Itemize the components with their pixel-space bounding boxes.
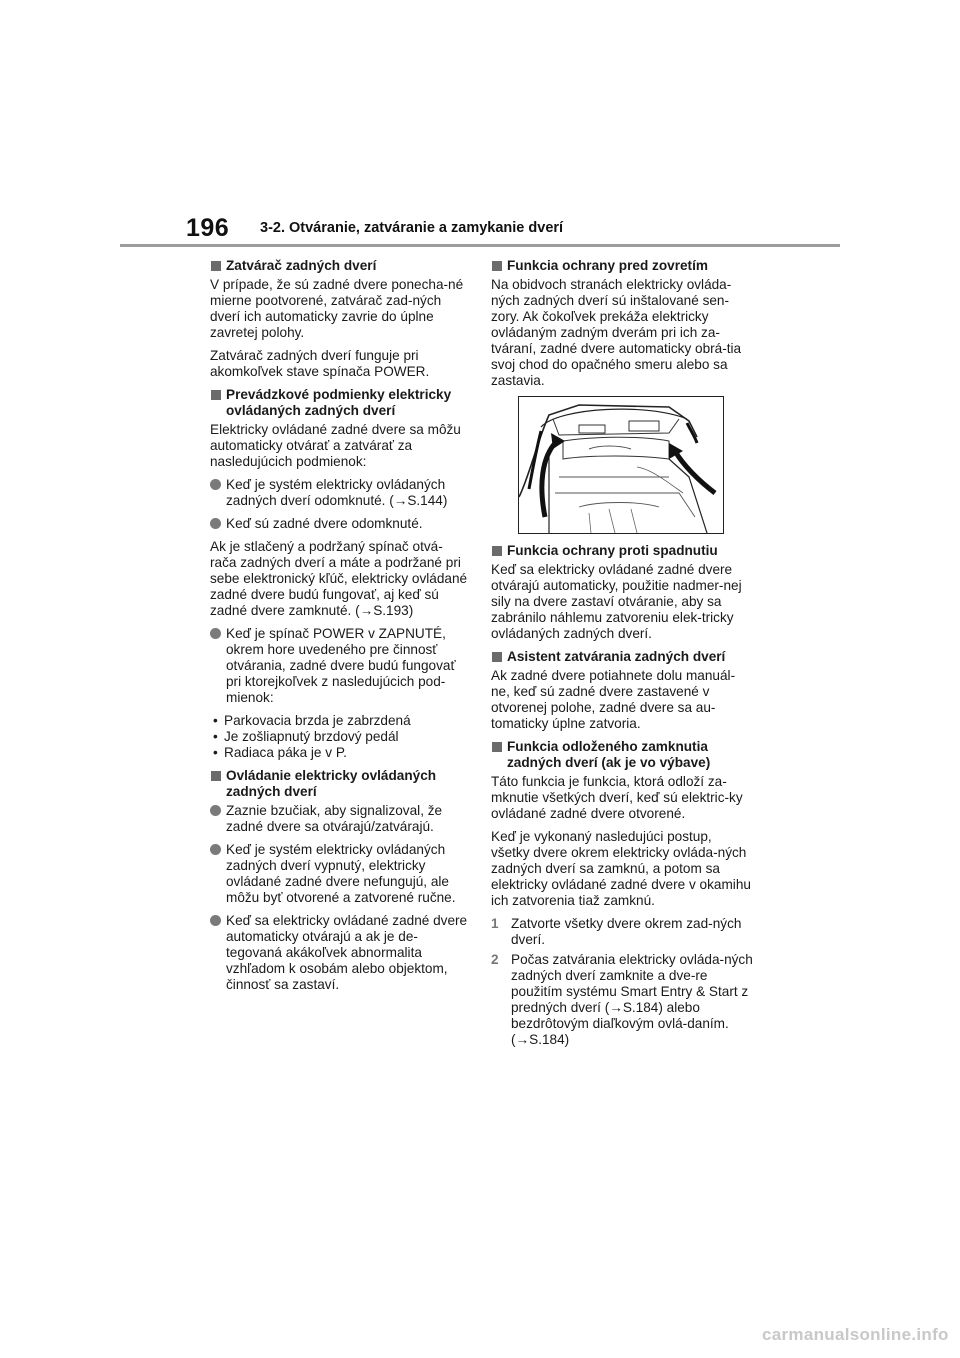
section-fall-protection [491, 543, 753, 642]
tailgate-sensor-illustration [518, 396, 724, 534]
bullet-item: Zaznie bzučiak, aby signalizoval, že zadné dvere sa otvárajú/zatvárajú. [210, 803, 468, 835]
section-heading: Ovládanie elektricky ovládaných zadných dverí [210, 768, 468, 800]
paragraph: Ak zadné dvere potiahnete dolu manuál-ne, keď sú zadné dvere zastavené v otvorenej polohe, zadné dvere sa au-tomaticky úplne zatvoria. [491, 668, 736, 731]
section-jam-protection [491, 258, 753, 389]
square-bullet-icon [492, 652, 502, 662]
step-item [491, 916, 753, 948]
section-heading: Funkcia odloženého zamknutia zadných dverí (ak je vo výbave) [491, 739, 753, 771]
square-bullet-icon [211, 390, 221, 400]
section-heading: Funkcia ochrany pred zovretím [491, 258, 753, 274]
paragraph: Táto funkcia je funkcia, ktorá odloží za-mknutie všetkých dverí, keď sú elektric-ky ovládané zadné dvere otvorené. [491, 774, 743, 821]
paragraph: Elektricky ovládané zadné dvere sa môžu automaticky otvárať a zatvárať za nasledujúcich podmienok: [210, 422, 461, 469]
section-operation [210, 768, 468, 993]
site-watermark: carmanualsonline.info [762, 1325, 949, 1344]
step-number: 1 [491, 916, 499, 931]
paragraph: Keď sa elektricky ovládané zadné dvere otvárajú automaticky, použitie nadmer-nej sily na dvere zastaví otváranie, aby sa zabránilo náhlemu zatvoreniu elek-tricky ovládaných zadných dverí. [491, 562, 742, 641]
section-heading: Asistent zatvárania zadných dverí [491, 649, 753, 665]
sub-list-item: • Je zošliapnutý brzdový pedál [210, 729, 468, 745]
sub-list [210, 713, 468, 761]
bullet-item: Keď je systém elektricky ovládaných zadných dverí odomknuté. (→S.144) [210, 477, 468, 509]
square-bullet-icon [492, 261, 502, 271]
paragraph: V prípade, že sú zadné dvere ponecha-né mierne pootvorené, zatvárač zad-ných dverí ich automaticky zavrie do úplne zavretej polohy. [210, 277, 464, 340]
circle-bullet-icon [210, 518, 221, 529]
square-bullet-icon [211, 771, 221, 781]
section-operating-conditions [210, 387, 468, 761]
section-delayed-lock [491, 739, 753, 1048]
step-number: 2 [491, 952, 499, 967]
paragraph: Keď je vykonaný nasledujúci postup, všetky dvere okrem elektricky ovláda-ných zadných dverí sa zamknú, a potom sa elektricky ovládané zadné dvere v okamihu ich zatvorenia tiaž zamknú. [491, 829, 751, 908]
sub-list-item: • Radiaca páka je v P. [210, 745, 468, 761]
square-bullet-icon [211, 261, 221, 271]
step-text: Zatvorte všetky dvere okrem zad-ných dverí. [511, 916, 742, 947]
page-header [0, 0, 960, 250]
left-column [210, 258, 468, 1000]
bullet-item: Keď je systém elektricky ovládaných zadných dverí vypnutý, elektricky ovládané zadné dvere nefungujú, ale môžu byť otvorené a zatvorené ručne. [210, 842, 468, 906]
section-tailgate-closer [210, 258, 468, 380]
bullet-item: Keď je spínač POWER v ZAPNUTÉ, okrem hore uvedeného pre činnosť otvárania, zadné dvere budú fungovať pri ktorejkoľvek z nasledujúcich pod-mienok: [210, 626, 468, 706]
paragraph: Na obidvoch stranách elektricky ovláda-ných zadných dverí sú inštalované sen-zory. Ak čokoľvek prekáža elektricky ovládaným zadným dverám pri ich za-tváraní, zadné dvere automaticky obrá-tia svoj chod do opačného smeru alebo sa zastavia. [491, 277, 742, 388]
bullet-item: Keď sa elektricky ovládané zadné dvere automaticky otvárajú a ak je de-tegovaná akákoľvek abnormalita vzhľadom k osobám alebo objektom, činnosť sa zastaví. [210, 913, 468, 993]
circle-bullet-icon [210, 844, 221, 855]
section-closing-assist [491, 649, 753, 732]
right-column [491, 258, 753, 1055]
square-bullet-icon [492, 742, 502, 752]
section-heading: Zatvárač zadných dverí [210, 258, 468, 274]
page-number: 196 [186, 214, 230, 242]
tailgate-illustration-svg [519, 397, 723, 533]
header-rule [120, 244, 840, 247]
step-item [491, 952, 753, 1048]
section-heading: Funkcia ochrany proti spadnutiu [491, 543, 753, 559]
circle-bullet-icon [210, 805, 221, 816]
circle-bullet-icon [210, 628, 221, 639]
paragraph: Zatvárač zadných dverí funguje pri akomkoľvek stave spínača POWER. [210, 348, 430, 379]
square-bullet-icon [492, 546, 502, 556]
paragraph: Ak je stlačený a podržaný spínač otvá-rača zadných dverí a máte a podržané pri sebe elektronický kľúč, elektricky ovládané zadné dvere budú fungovať, aj keď sú zadné dvere zamknuté. (→S.193) [210, 539, 468, 618]
section-heading: Prevádzkové podmienky elektricky ovládaných zadných dverí [210, 387, 468, 419]
bullet-item: Keď sú zadné dvere odomknuté. [210, 516, 468, 532]
sub-list-item: • Parkovacia brzda je zabrzdená [210, 713, 468, 729]
chapter-title: 3-2. Otváranie, zatváranie a zamykanie dverí [260, 220, 564, 236]
step-text: Počas zatvárania elektricky ovláda-ných zadných dverí zamknite a dve-re použitím systému Smart Entry & Start z predných dverí (→S.184) alebo bezdrôtovým diaľkovým ovlá-daním. (→S.184) [511, 952, 753, 1047]
circle-bullet-icon [210, 479, 221, 490]
circle-bullet-icon [210, 915, 221, 926]
